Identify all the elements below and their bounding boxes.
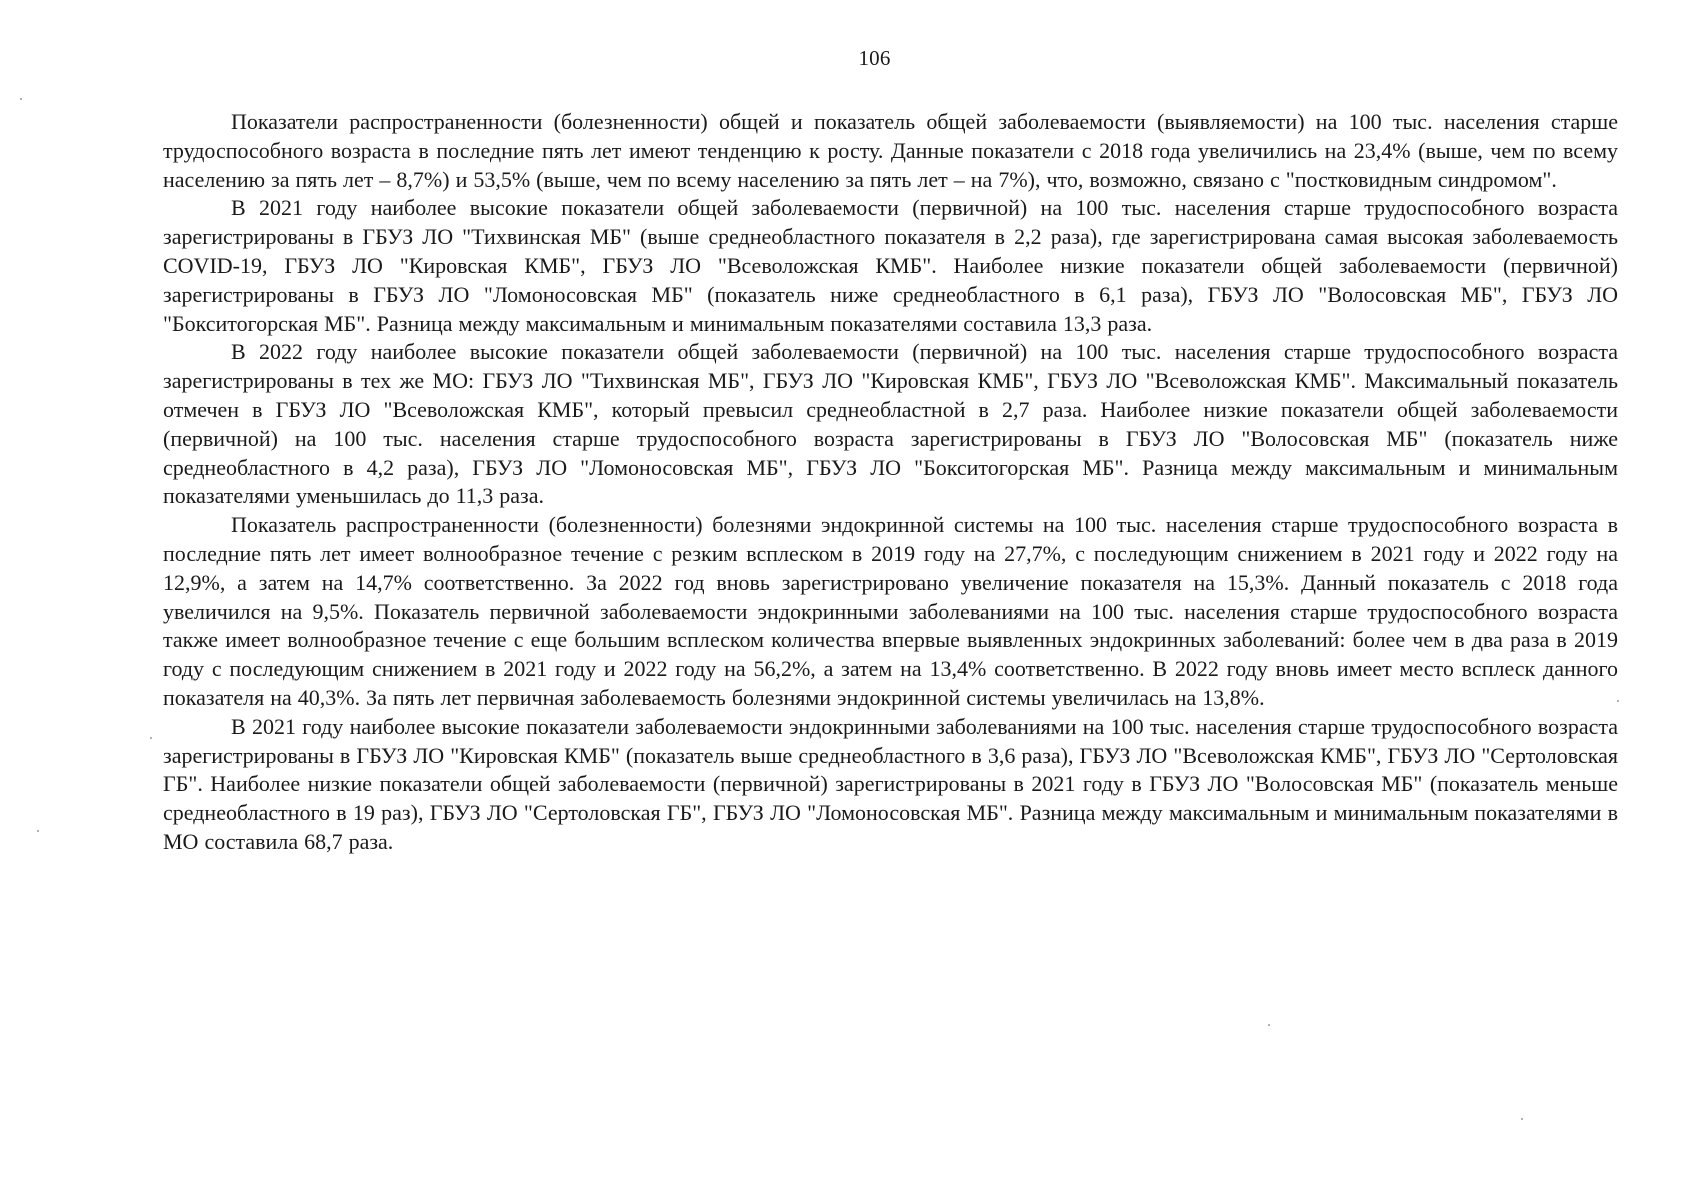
scan-speck	[20, 98, 22, 100]
paragraph-4: Показатель распространенности (болезненности) болезнями эндокринной системы на 100 тыс. населения старше трудоспособного возраста в последние пять лет имеет волнообразное течение с резким всплеском в 2019 году на 27,7%, с последующим снижением в 2021 году и 2022 году на 12,9%, а затем на 14,7% соответственно. За 2022 год вновь зарегистрировано увеличение показателя на 15,3%. Данный показатель с 2018 года увеличился на 9,5%. Показатель первичной заболеваемости эндокринными заболеваниями на 100 тыс. населения старше трудоспособного возраста также имеет волнообразное течение с еще большим всплеском количества впервые выявленных эндокринных заболеваний: более чем в два раза в 2019 году с последующим снижением в 2021 году и 2022 году на 56,2%, а затем на 13,4% соответственно. В 2022 году вновь имеет место всплеск данного показателя на 40,3%. За пять лет первичная заболеваемость болезнями эндокринной системы увеличилась на 13,8%.	[163, 512, 1618, 710]
scan-speck	[1617, 700, 1619, 702]
scan-speck	[37, 830, 39, 832]
paragraph-5: В 2021 году наиболее высокие показатели заболеваемости эндокринными заболеваниями на 100 тыс. населения старше трудоспособного возраста зарегистрированы в ГБУЗ ЛО "Кировская КМБ" (показатель выше среднеобластного в 3,6 раза), ГБУЗ ЛО "Всеволожская КМБ", ГБУЗ ЛО "Сертоловская ГБ". Наиболее низкие показатели общей заболеваемости (первичной) зарегистрированы в 2021 году в ГБУЗ ЛО "Волосовская МБ" (показатель меньше среднеобластного в 19 раз), ГБУЗ ЛО "Сертоловская ГБ", ГБУЗ ЛО "Ломоносовская МБ". Разница между максимальным и минимальным показателями в МО составила 68,7 раза.	[163, 713, 1618, 854]
body-text	[163, 108, 1618, 857]
paragraph-1: Показатели распространенности (болезненности) общей и показатель общей заболеваемости (выявляемости) на 100 тыс. населения старше трудоспособного возраста в последние пять лет имеют тенденцию к росту. Данные показатели с 2018 года увеличились на 23,4% (выше, чем по всему населению за пять лет – 8,7%) и 53,5% (выше, чем по всему населению за пять лет – на 7%), что, возможно, связано с "постковидным синдромом".	[163, 109, 1618, 192]
paragraph-2: В 2021 году наиболее высокие показатели общей заболеваемости (первичной) на 100 тыс. населения старше трудоспособного возраста зарегистрированы в ГБУЗ ЛО "Тихвинская МБ" (выше среднеобластного показателя в 2,2 раза), где зарегистрирована самая высокая заболеваемость COVID-19, ГБУЗ ЛО "Кировская КМБ", ГБУЗ ЛО "Всеволожская КМБ". Наиболее низкие показатели общей заболеваемости (первичной) зарегистрированы в ГБУЗ ЛО "Ломоносовская МБ" (показатель ниже среднеобластного в 6,1 раза), ГБУЗ ЛО "Волосовская МБ", ГБУЗ ЛО "Бокситогорская МБ". Разница между максимальным и минимальным показателями составила 13,3 раза.	[163, 195, 1618, 336]
page-number: 106	[858, 46, 891, 70]
scan-speck	[1521, 1118, 1523, 1120]
scan-speck	[150, 737, 152, 739]
scan-speck	[1268, 1024, 1270, 1026]
paragraph-3: В 2022 году наиболее высокие показатели общей заболеваемости (первичной) на 100 тыс. населения старше трудоспособного возраста зарегистрированы в тех же МО: ГБУЗ ЛО "Тихвинская МБ", ГБУЗ ЛО "Кировская КМБ", ГБУЗ ЛО "Всеволожская КМБ". Максимальный показатель отмечен в ГБУЗ ЛО "Всеволожская КМБ", который превысил среднеобластной в 2,7 раза. Наиболее низкие показатели общей заболеваемости (первичной) на 100 тыс. населения старше трудоспособного возраста зарегистрированы в ГБУЗ ЛО "Волосовская МБ" (показатель ниже среднеобластного в 4,2 раза), ГБУЗ ЛО "Ломоносовская МБ", ГБУЗ ЛО "Бокситогорская МБ". Разница между максимальным и минимальным показателями уменьшилась до 11,3 раза.	[163, 339, 1618, 509]
